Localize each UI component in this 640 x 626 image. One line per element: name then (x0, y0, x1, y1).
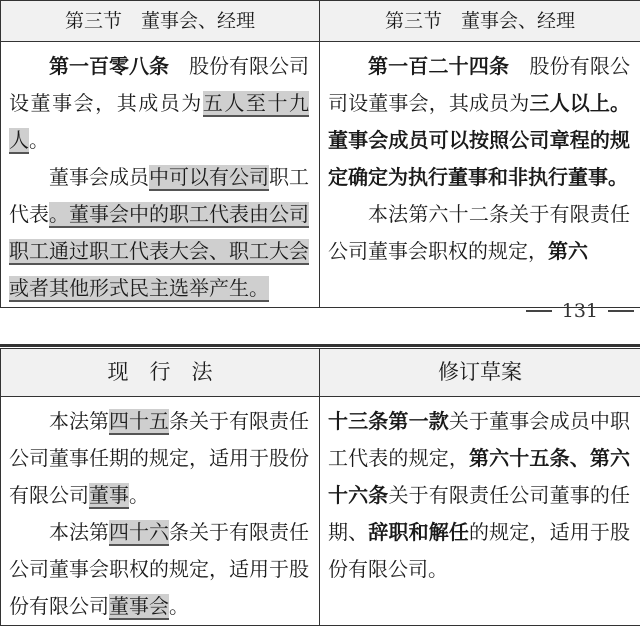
current-law-cell-2 (1, 397, 320, 626)
continuation-paragraph: 十三条第一款关于董事会成员中职工代表的规定，第六十五条、第六十六条关于有限责任公司董事的任期、辞职和解任的规定，适用于股份有限公司。 (328, 403, 630, 588)
article-124-paragraph: 第一百二十四条 股份有限公司设董事会，其成员为三人以上。董事会成员可以按照公司章程的规定确定为执行董事和非执行董事。 (328, 48, 630, 196)
right-section-header: 第三节 董事会、经理 (320, 1, 640, 42)
highlight-forty-five: 四十五 (109, 409, 169, 435)
employee-representative-paragraph: 董事会成员中可以有公司职工代表。董事会中的职工代表由公司职工通过职工代表大会、职工大会或者其他形式民主选举产生。 (9, 159, 309, 307)
dash-right (608, 310, 634, 312)
bottom-comparison-table (0, 348, 640, 626)
article-46-reference-paragraph: 本法第四十六条关于有限责任公司董事会职权的规定，适用于股份有限公司董事会。 (9, 514, 309, 625)
article-62-reference-paragraph: 本法第六十二条关于有限责任公司董事会职权的规定，第六 (328, 196, 630, 270)
left-section-header: 第三节 董事会、经理 (1, 1, 320, 42)
draft-amendment-cell-2 (320, 397, 640, 626)
highlight-member-count: 五人至十九人 (9, 91, 309, 154)
highlight-election-rule: 。董事会中的职工代表由公司职工通过职工代表大会、职工大会或者其他形式民主选举产生。 (9, 202, 309, 302)
draft-amendment-header: 修订草案 (320, 349, 640, 397)
highlight-director: 董事 (89, 483, 129, 509)
bold-new-provision: 三人以上。董事会成员可以按照公司章程的规定确定为执行董事和非执行董事。 (328, 91, 630, 189)
highlight-may-include: 中可以有公司 (149, 165, 269, 191)
highlight-forty-six: 四十六 (109, 520, 169, 546)
highlight-board: 董事会 (109, 594, 169, 620)
dash-left (526, 310, 552, 312)
article-108-paragraph: 第一百零八条 股份有限公司设董事会，其成员为五人至十九人。 (9, 48, 309, 159)
article-108-title: 第一百零八条 (49, 54, 169, 78)
current-law-cell (1, 42, 320, 308)
page-divider (0, 344, 640, 347)
current-law-header: 现 行 法 (1, 349, 320, 397)
draft-amendment-cell (320, 42, 640, 308)
article-124-title: 第一百二十四条 (368, 54, 509, 78)
top-comparison-table (0, 0, 640, 308)
page-number: 131 (526, 300, 634, 322)
article-45-reference-paragraph: 本法第四十五条关于有限责任公司董事任期的规定，适用于股份有限公司董事。 (9, 403, 309, 514)
